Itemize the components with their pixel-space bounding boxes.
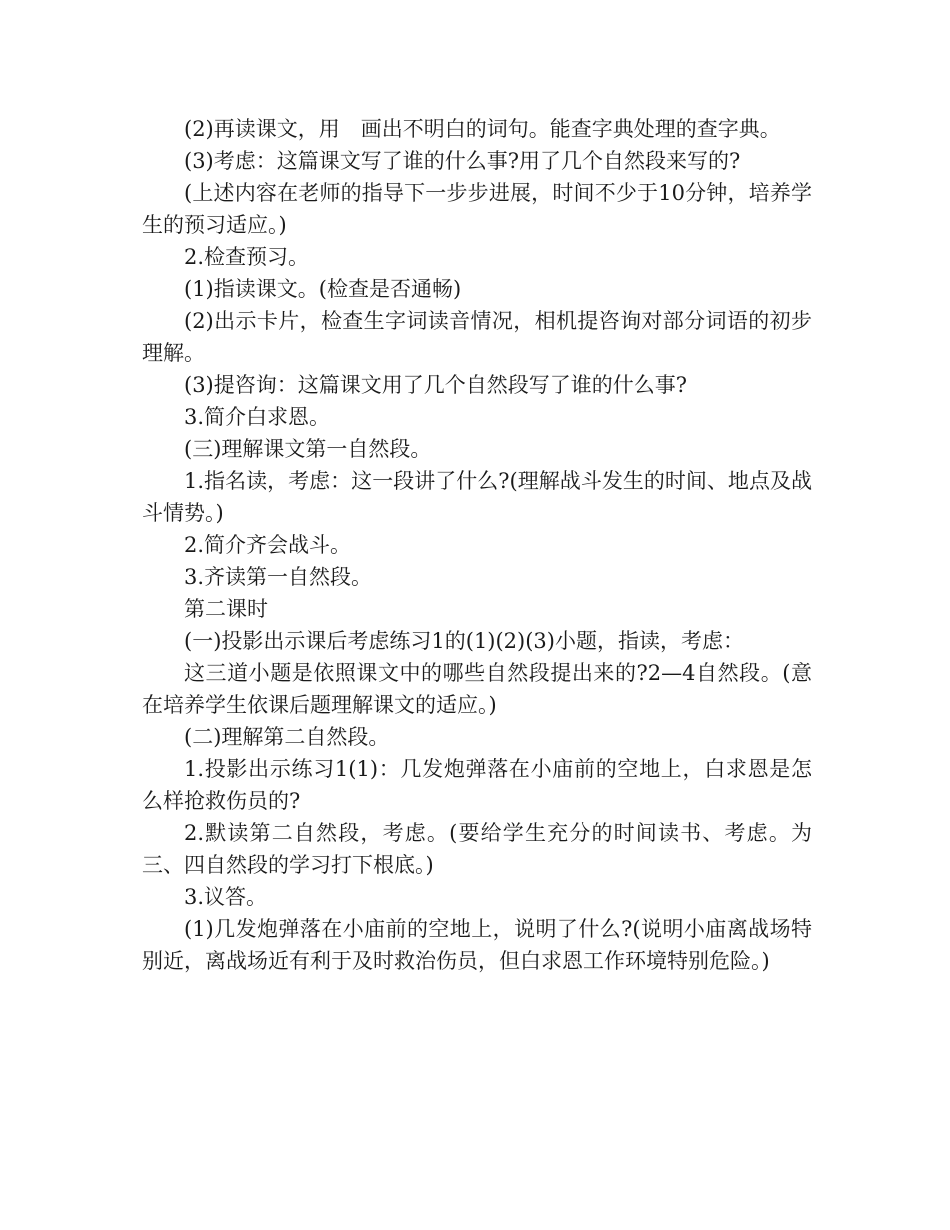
paragraph: 这三道小题是依照课文中的哪些自然段提出来的?2—4自然段。(意在培养学生依课后题理解课文的适应。) xyxy=(142,661,812,717)
paragraph: 3.简介白求恩。 xyxy=(184,405,331,429)
paragraph: (2)再读课文，用 画出不明白的词句。能查字典处理的查字典。 xyxy=(184,117,781,141)
paragraph: 1.指名读，考虑：这一段讲了什么?(理解战斗发生的时间、地点及战斗情势。) xyxy=(142,469,812,525)
paragraph: 3.议答。 xyxy=(184,885,268,909)
paragraph: 2.检查预习。 xyxy=(184,245,310,269)
document-body xyxy=(142,113,812,977)
paragraph: 2.默读第二自然段，考虑。(要给学生充分的时间读书、考虑。为三、四自然段的学习打下根底。) xyxy=(142,821,812,877)
paragraph: (3)提咨询：这篇课文用了几个自然段写了谁的什么事? xyxy=(184,373,688,397)
lesson-heading: 第二课时 xyxy=(184,597,268,621)
paragraph: (一)投影出示课后考虑练习1的(1)(2)(3)小题，指读，考虑： xyxy=(184,629,744,653)
paragraph: (二)理解第二自然段。 xyxy=(184,725,390,749)
paragraph: 3.齐读第一自然段。 xyxy=(184,565,373,589)
paragraph: (2)出示卡片，检查生字词读音情况，相机提咨询对部分词语的初步理解。 xyxy=(142,309,812,365)
paragraph: (3)考虑：这篇课文写了谁的什么事?用了几个自然段来写的? xyxy=(184,149,741,173)
paragraph: (三)理解课文第一自然段。 xyxy=(184,437,432,461)
paragraph: (上述内容在老师的指导下一步步进展，时间不少于10分钟，培养学生的预习适应。) xyxy=(142,181,812,237)
paragraph: (1)几发炮弹落在小庙前的空地上，说明了什么?(说明小庙离战场特别近，离战场近有利于及时救治伤员，但白求恩工作环境特别危险。) xyxy=(142,917,812,973)
paragraph: 1.投影出示练习1(1)：几发炮弹落在小庙前的空地上，白求恩是怎么样抢救伤员的? xyxy=(142,757,812,813)
paragraph: 2.简介齐会战斗。 xyxy=(184,533,352,557)
paragraph: (1)指读课文。(检查是否通畅) xyxy=(184,277,462,301)
